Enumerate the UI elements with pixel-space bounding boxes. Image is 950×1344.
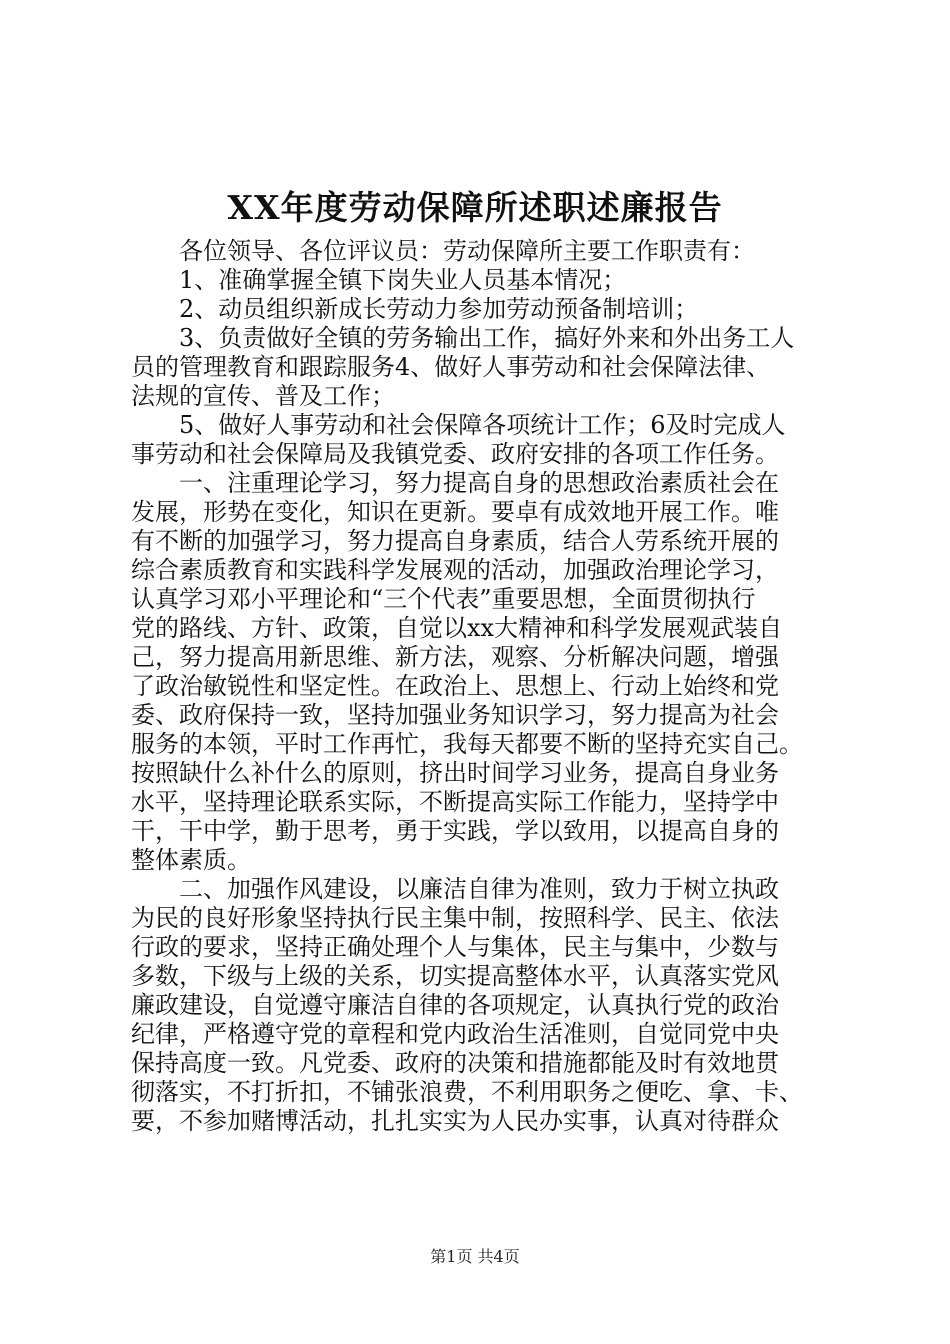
text-line: 纪律，严格遵守党的章程和党内政治生活准则，自觉同党中央 (131, 1020, 779, 1048)
text-line: 服务的本领，平时工作再忙，我每天都要不断的坚持充实自己。 (131, 730, 803, 758)
text-line: 一、注重理论学习，努力提高自身的思想政治素质社会在 (131, 469, 779, 497)
text-line: 发展，形势在变化，知识在更新。要卓有成效地开展工作。唯 (131, 498, 779, 526)
text-line: 要，不参加赌博活动，扎扎实实为人民办实事，认真对待群众 (131, 1107, 779, 1135)
text-line: 按照缺什么补什么的原则，挤出时间学习业务，提高自身业务 (131, 759, 779, 787)
text-line: 各位领导、各位评议员：劳动保障所主要工作职责有： (131, 237, 755, 265)
text-line: 委、政府保持一致，坚持加强业务知识学习，努力提高为社会 (131, 701, 779, 729)
text-line: 事劳动和社会保障局及我镇党委、政府安排的各项工作任务。 (131, 440, 779, 468)
text-line: 员的管理教育和跟踪服务4、做好人事劳动和社会保障法律、 (131, 353, 771, 381)
text-line: 干，干中学，勤于思考，勇于实践，学以致用，以提高自身的 (131, 817, 779, 845)
text-line: 认真学习邓小平理论和“三个代表”重要思想，全面贯彻执行 (131, 585, 756, 613)
text-line: 行政的要求，坚持正确处理个人与集体，民主与集中，少数与 (131, 933, 779, 961)
text-line: 党的路线、方针、政策，自觉以xx大精神和科学发展观武装自 (131, 614, 783, 642)
text-line: 彻落实，不打折扣，不铺张浪费，不利用职务之便吃、拿、卡、 (131, 1078, 803, 1106)
text-line: 多数，下级与上级的关系，切实提高整体水平，认真落实党风 (131, 962, 779, 990)
text-line: 综合素质教育和实践科学发展观的活动，加强政治理论学习， (131, 556, 779, 584)
document-title: XX年度劳动保障所述职述廉报告 (227, 188, 723, 227)
text-line: 2、动员组织新成长劳动力参加劳动预备制培训； (131, 295, 699, 323)
text-line: 整体素质。 (131, 846, 251, 874)
text-line: 1、准确掌握全镇下岗失业人员基本情况； (131, 266, 627, 294)
text-line: 了政治敏锐性和坚定性。在政治上、思想上、行动上始终和党 (131, 672, 779, 700)
document-body (131, 237, 831, 1136)
text-line: 二、加强作风建设，以廉洁自律为准则，致力于树立执政 (131, 875, 779, 903)
text-line: 己，努力提高用新思维、新方法，观察、分析解决问题，增强 (131, 643, 779, 671)
text-line: 3、负责做好全镇的劳务输出工作，搞好外来和外出务工人 (131, 324, 795, 352)
text-line: 5、做好人事劳动和社会保障各项统计工作；6及时完成人 (131, 411, 786, 439)
text-line: 水平，坚持理论联系实际，不断提高实际工作能力，坚持学中 (131, 788, 779, 816)
text-line: 为民的良好形象坚持执行民主集中制，按照科学、民主、依法 (131, 904, 779, 932)
text-line: 保持高度一致。凡党委、政府的决策和措施都能及时有效地贯 (131, 1049, 779, 1077)
text-line: 法规的宣传、普及工作； (131, 382, 395, 410)
page-footer: 第1页 共4页 (430, 1247, 520, 1266)
text-line: 廉政建设，自觉遵守廉洁自律的各项规定，认真执行党的政治 (131, 991, 779, 1019)
text-line: 有不断的加强学习，努力提高自身素质，结合人劳系统开展的 (131, 527, 779, 555)
